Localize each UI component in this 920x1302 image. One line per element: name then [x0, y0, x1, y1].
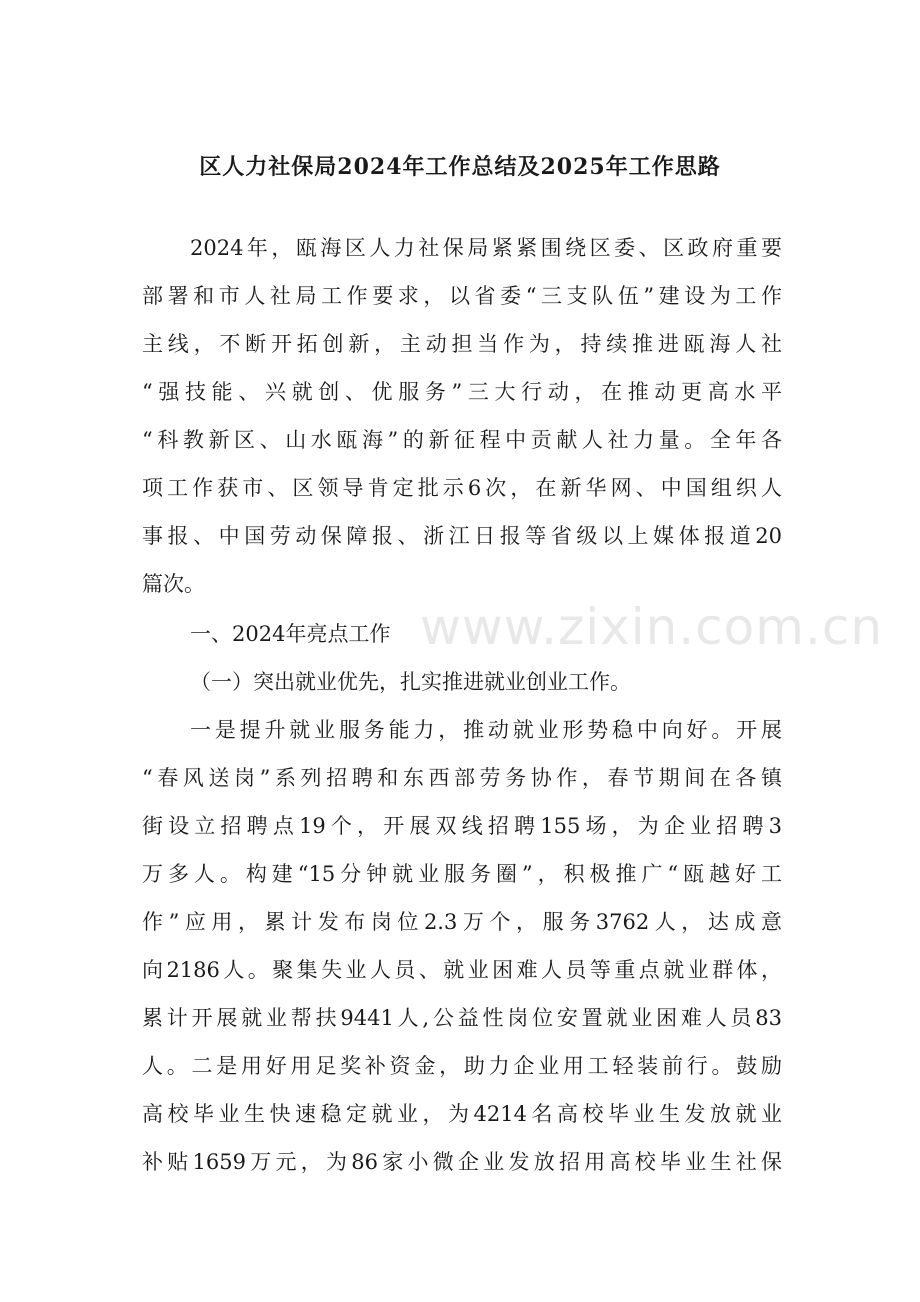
watermark: www.zixin.com.cn	[420, 598, 884, 656]
paragraph1-line: 部署和市人社局工作要求，以省委“三支队伍”建设为工作	[142, 284, 782, 308]
paragraph2-line: 一是提升就业服务能力，推动就业形势稳中向好。开展	[190, 718, 782, 742]
paragraph2-line: 累计开展就业帮扶9441人,公益性岗位安置就业困难人员83	[142, 1006, 782, 1030]
paragraph1-line: “科教新区、山水瓯海”的新征程中贡献人社力量。全年各	[142, 428, 782, 452]
paragraph2-line: 向2186人。聚集失业人员、就业困难人员等重点就业群体，	[142, 958, 782, 982]
paragraph1-line: 篇次。	[142, 572, 205, 596]
paragraph2-line: 万多人。构建“15分钟就业服务圈”，积极推广“瓯越好工	[142, 862, 782, 886]
paragraph1-line: 事报、中国劳动保障报、浙江日报等省级以上媒体报道20	[142, 524, 782, 548]
paragraph2-line: 作”应用，累计发布岗位2.3万个，服务3762人，达成意	[142, 910, 782, 934]
paragraph1-line: “强技能、兴就创、优服务”三大行动，在推动更高水平	[142, 380, 782, 404]
section-heading: 一、2024年亮点工作	[190, 622, 391, 646]
paragraph2-line: “春风送岗”系列招聘和东西部劳务协作，春节期间在各镇	[142, 766, 782, 790]
paragraph1-line: 2024年，瓯海区人力社保局紧紧围绕区委、区政府重要	[190, 236, 782, 260]
paragraph1-line: 主线，不断开拓创新，主动担当作为，持续推进瓯海人社	[142, 332, 782, 356]
subsection-heading: （一）突出就业优先，扎实推进就业创业工作。	[190, 670, 631, 694]
paragraph2-line: 补贴1659万元，为86家小微企业发放招用高校毕业生社保	[142, 1150, 782, 1174]
document-title: 区人力社保局2024年工作总结及2025年工作思路	[199, 154, 721, 180]
paragraph2-line: 街设立招聘点19个，开展双线招聘155场，为企业招聘3	[142, 814, 782, 838]
paragraph1-line: 项工作获市、区领导肯定批示6次，在新华网、中国组织人	[142, 476, 782, 500]
paragraph2-line: 高校毕业生快速稳定就业，为4214名高校毕业生发放就业	[142, 1102, 782, 1126]
paragraph2-line: 人。二是用好用足奖补资金，助力企业用工轻装前行。鼓励	[142, 1054, 782, 1078]
